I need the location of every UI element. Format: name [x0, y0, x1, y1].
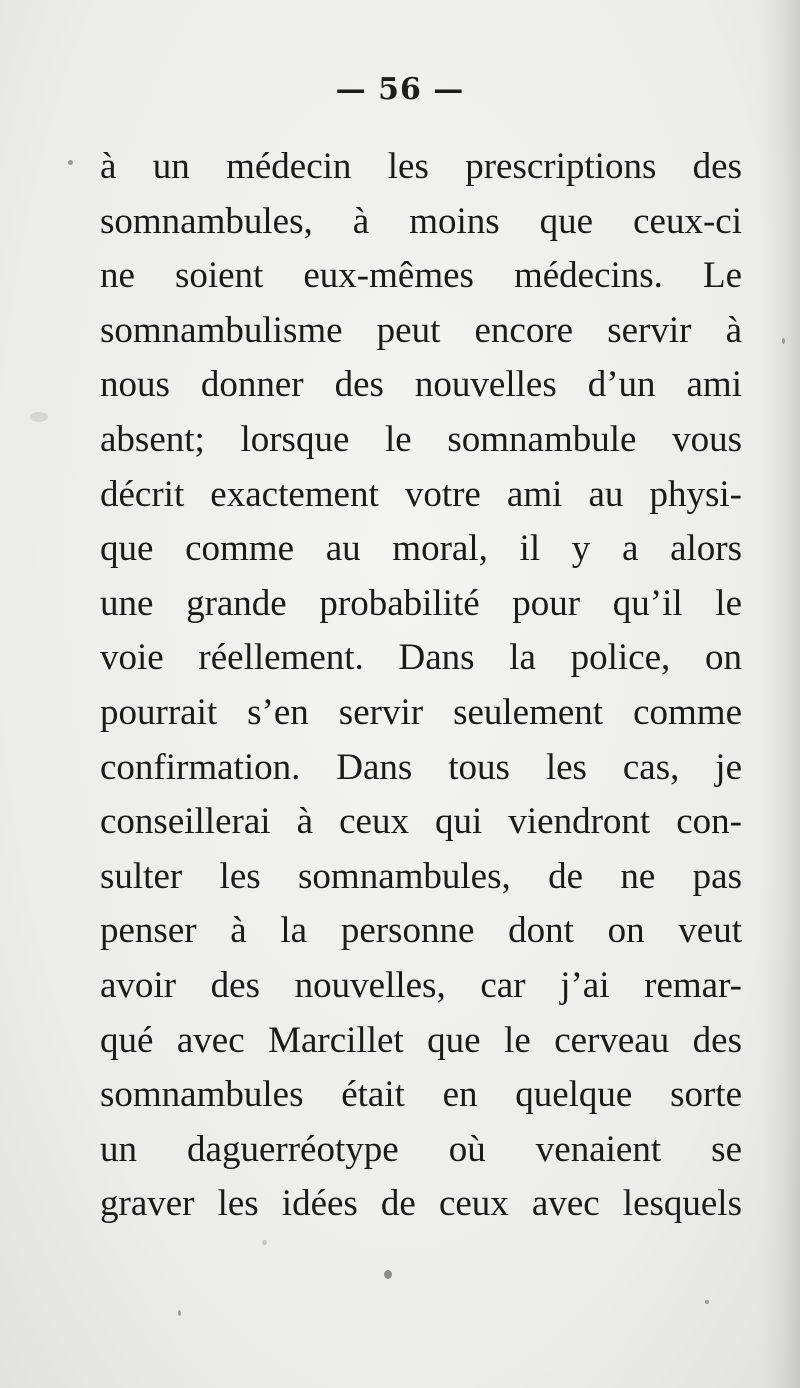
paper-speck [178, 1310, 181, 1316]
text-line: une grande probabilité pour qu’il le [100, 582, 742, 624]
text-line: qué avec Marcillet que le cerveau des [100, 1019, 742, 1061]
paper-speck [68, 160, 73, 165]
text-line: absent; lorsque le somnambule vous [100, 418, 742, 460]
page-number: — 56 — [335, 72, 465, 107]
text-line: décrit exactement votre ami au physi- [100, 473, 742, 515]
text-line: somnambules, à moins que ceux-ci [100, 200, 742, 242]
paper-speck [782, 338, 785, 344]
text-line: somnambules était en quelque sorte [100, 1074, 742, 1116]
body-text [100, 140, 742, 1232]
text-line: ne soient eux-mêmes médecins. Le [100, 255, 742, 297]
paper-speck [262, 1240, 267, 1245]
text-line: sulter les somnambules, de ne pas [100, 855, 742, 897]
text-line: penser à la personne dont on veut [100, 910, 742, 952]
text-line: somnambulisme peut encore servir à [100, 309, 742, 351]
text-line: nous donner des nouvelles d’un ami [100, 364, 742, 406]
text-line: voie réellement. Dans la police, on [100, 637, 742, 679]
text-line: à un médecin les prescriptions des [100, 146, 742, 187]
paper-speck [30, 412, 48, 422]
paper-speck [384, 1270, 392, 1279]
text-line: graver les idées de ceux avec lesquels [100, 1183, 742, 1225]
text-line: pourrait s’en servir seulement comme [100, 691, 742, 733]
text-line: que comme au moral, il y a alors [100, 528, 742, 570]
paper-speck [705, 1300, 709, 1304]
text-line: avoir des nouvelles, car j’ai remar- [100, 964, 742, 1006]
text-line: confirmation. Dans tous les cas, je [100, 746, 742, 788]
page-edge-shadow [760, 0, 800, 1388]
text-line: un daguerréotype où venaient se [100, 1128, 742, 1170]
text-line: conseillerai à ceux qui viendront con- [100, 801, 742, 843]
